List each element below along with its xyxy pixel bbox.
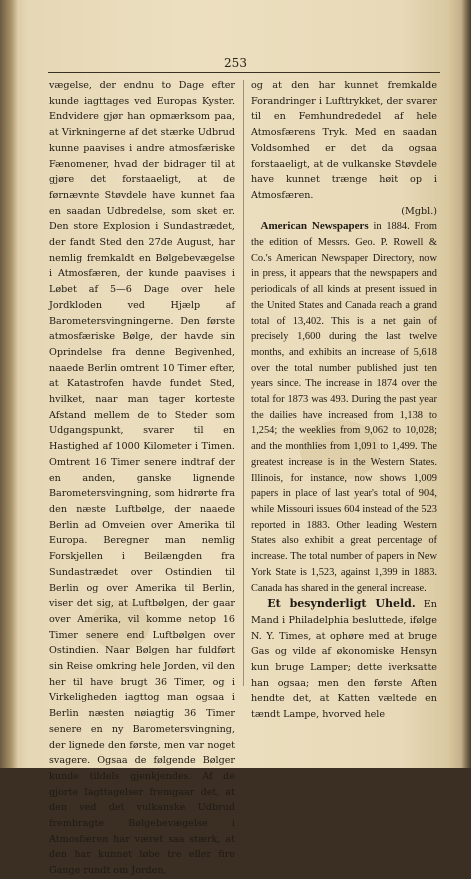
source-signature: (Mgbl.)	[401, 205, 437, 217]
article-besynderligt-uheld	[251, 596, 437, 723]
article-body: in 1884. From the edition of Messrs. Geo. P. Rowell & Co.'s American Newspaper Directory, now in press, it appears that the newspapers and periodicals of all kinds at present issued in the United States and Canada reach a grand total of 13,402. This is a net gain of precisely 1,600 during the last twelve months, and exhibits an increase of 5,618 over the total number published just ten years since. The increase in 1874 over the total for 1873 was 493. During the past year the dailies have increased from 1,138 to 1,254; the weeklies from 9,062 to 10,028; and the monthlies from 1,091 to 1,499. The greatest increase is in the Western States. Illinois, for instance, now shows 1,009 papers in place of last year's total of 904, while Missouri issues 604 instead of the 523 reported in 1883. Other leading Western States also exhibit a great percentage of increase. The total number of papers in New York State is 1,523, against 1,399 in 1883. Canada has shared in the general increase.	[251, 221, 437, 594]
book-gutter	[0, 0, 18, 768]
article-heading: Et besynderligt Uheld.	[267, 597, 416, 611]
right-column	[251, 78, 437, 723]
article-heading: American Newspapers	[260, 220, 369, 233]
left-column-text: vægelse, der endnu to Dage efter kunde iagttages ved Europas Kyster. Endvidere gjør han opmærksom paa, at Virkningerne af det stærke Udbrud kunne paavises i andre atmosfæriske Fænomener, hvad der bidrager til at gjøre det forstaaeligt, at de førnævnte Støvdele have kunnet faa en saadan Udbredelse, som sket er. Den store Explosion i Sundastrædet, der fandt Sted den 27de August, har nemlig fremkaldt en Bølgebevægelse i Atmosfæren, der kunde paavises i Løbet af 5—6 Dage over hele Jordkloden ved Hjælp af Barometersvingningerne. Den første atmosfæriske Bølge, der havde sin Oprindelse fra denne Begivenhed, naaede Berlin omtrent 10 Timer efter, at Katastrofen havde fundet Sted, hvilket, naar man tager korteste Afstand mellem de to Steder som Udgangspunkt, svarer til en Hastighed af 1000 Kilometer i Timen. Omtrent 16 Timer senere indtraf der en anden, ganske lignende Barometersvingning, som hidrørte fra den næste Luftbølge, der naaede Berlin ad Omveien over Amerika til Europa. Beregner man nemlig Forskjellen i Beilængden fra Sundastrædet over Ostindien til Berlin og over Amerika til Berlin, viser det sig, at Luftbølgen, der gaar over Amerika, vil komme netop 16 Timer senere end Luftbølgen over Ostindien. Naar Bølgen har fuldført sin Reise omkring hele Jorden, vil den her til have brugt 36 Timer, og i Virkeligheden iagttog man ogsaa i Berlin næsten nøiagtig 36 Timer senere en ny Barometersvingning, der lignede den første, men var noget svagere. Ogsaa de følgende Bølger kunde tildels gjenkjendes. Af de gjorte Iagttagelser fremgaar det, at den ved det vulkanske Udbrud frembragte Bølgebevægelse i Atmosfæren har været saa stærk, at den har kunnet løbe tre eller fire Gange rundt om Jorden,	[49, 80, 235, 877]
column-divider	[243, 80, 244, 686]
page-edge	[461, 0, 471, 768]
article-body: En Mand i Philadelphia besluttede, ifølge N. Y. Times, at ophøre med at bruge Gas og vilde af økonomiske Hensyn kun bruge Lamper; dette iverksatte han ogsaa; men den første Aften hendte det, at Katten væltede en tændt Lampe, hvorved hele	[251, 599, 437, 721]
header-rule	[48, 72, 440, 73]
article-american-newspapers	[251, 219, 437, 596]
left-column	[49, 78, 235, 879]
continuation-text: og at den har kunnet fremkalde Forandringer i Lufttrykket, der svarer til en Femhundrededel af hele Atmosfærens Tryk. Med en saadan Voldsomhed er det da ogsaa forstaaeligt, at de vulkanske Støvdele have kunnet trænge høit op i Atmosfæren.	[251, 80, 437, 201]
page-number: 253	[224, 56, 247, 70]
